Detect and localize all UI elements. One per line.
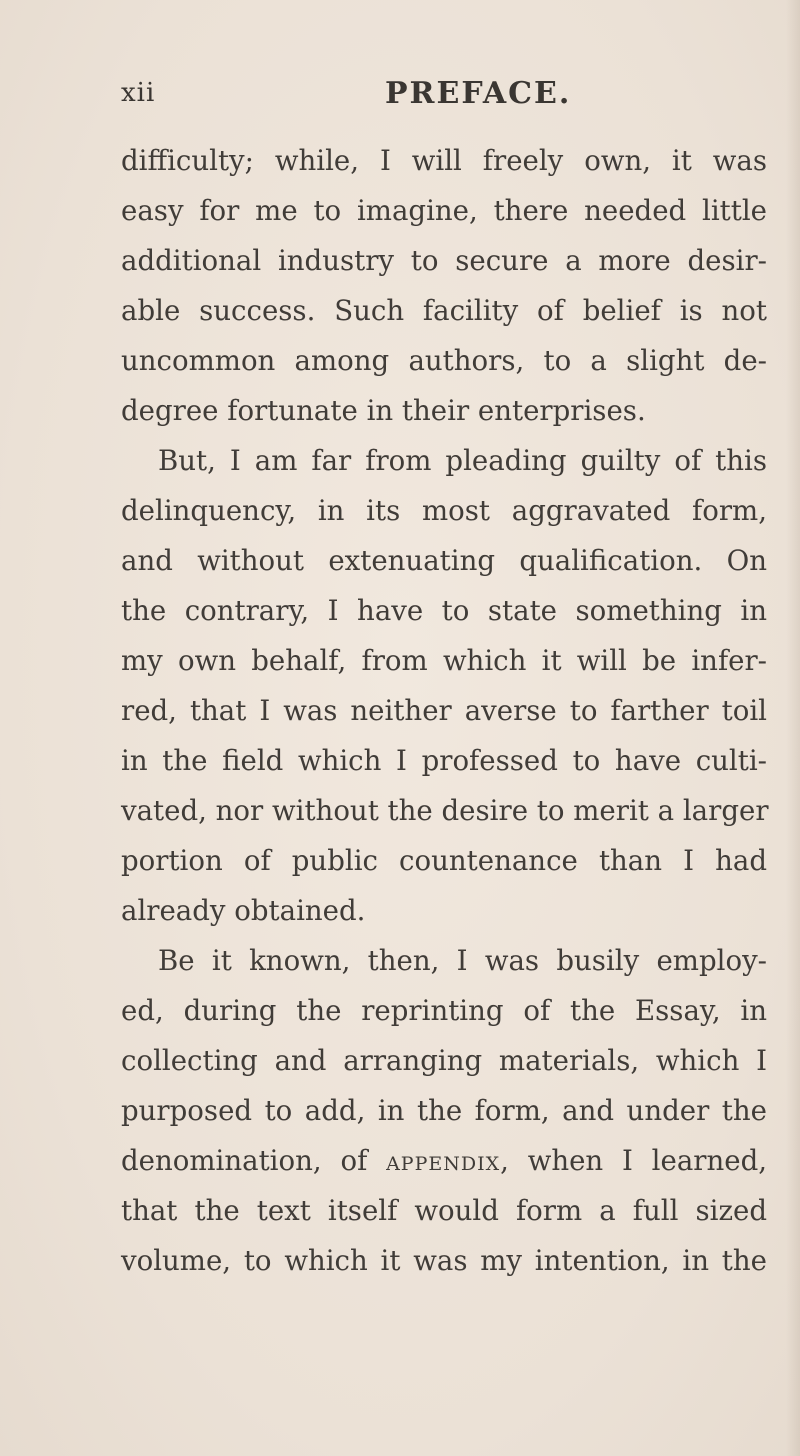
- line-part: denomination, of: [121, 1144, 387, 1177]
- text-line: purposed to add, in the form, and under the: [121, 1094, 767, 1127]
- text-line: portion of public countenance than I had: [121, 844, 767, 877]
- page-header: [0, 76, 800, 116]
- text-line: already obtained.: [121, 894, 366, 927]
- page-number: xii: [121, 78, 156, 108]
- text-line: uncommon among authors, to a slight de-: [121, 344, 767, 377]
- text-line: in the field which I professed to have culti-: [121, 744, 767, 777]
- text-line: But, I am far from pleading guilty of this: [158, 444, 767, 477]
- small-caps-word: appendix: [386, 1144, 501, 1177]
- text-line: delinquency, in its most aggravated form,: [121, 494, 767, 527]
- page-edge-shadow: [786, 0, 800, 1456]
- text-line: red, that I was neither averse to farther toil: [121, 694, 767, 727]
- text-line: collecting and arranging materials, which I: [121, 1044, 767, 1077]
- text-line: volume, to which it was my intention, in the: [121, 1244, 767, 1277]
- text-line: [121, 1136, 767, 1186]
- text-line: the contrary, I have to state something in: [121, 594, 767, 627]
- line-part: , when I learned,: [500, 1144, 768, 1177]
- text-line: that the text itself would form a full sized: [121, 1194, 767, 1227]
- text-line: degree fortunate in their enterprises.: [121, 394, 646, 427]
- text-line: easy for me to imagine, there needed little: [121, 194, 767, 227]
- text-line: difficulty; while, I will freely own, it was: [121, 144, 767, 177]
- text-line: and without extenuating qualification. On: [121, 544, 767, 577]
- text-line: additional industry to secure a more desir-: [121, 244, 767, 277]
- text-line: my own behalf, from which it will be infer-: [121, 644, 767, 677]
- body-text: [121, 136, 767, 1286]
- text-line: ed, during the reprinting of the Essay, in: [121, 994, 767, 1027]
- text-line: vated, nor without the desire to merit a larger: [121, 794, 769, 827]
- running-head: PREFACE.: [385, 76, 572, 111]
- text-line: able success. Such facility of belief is not: [121, 294, 767, 327]
- text-line: Be it known, then, I was busily employ-: [158, 944, 767, 977]
